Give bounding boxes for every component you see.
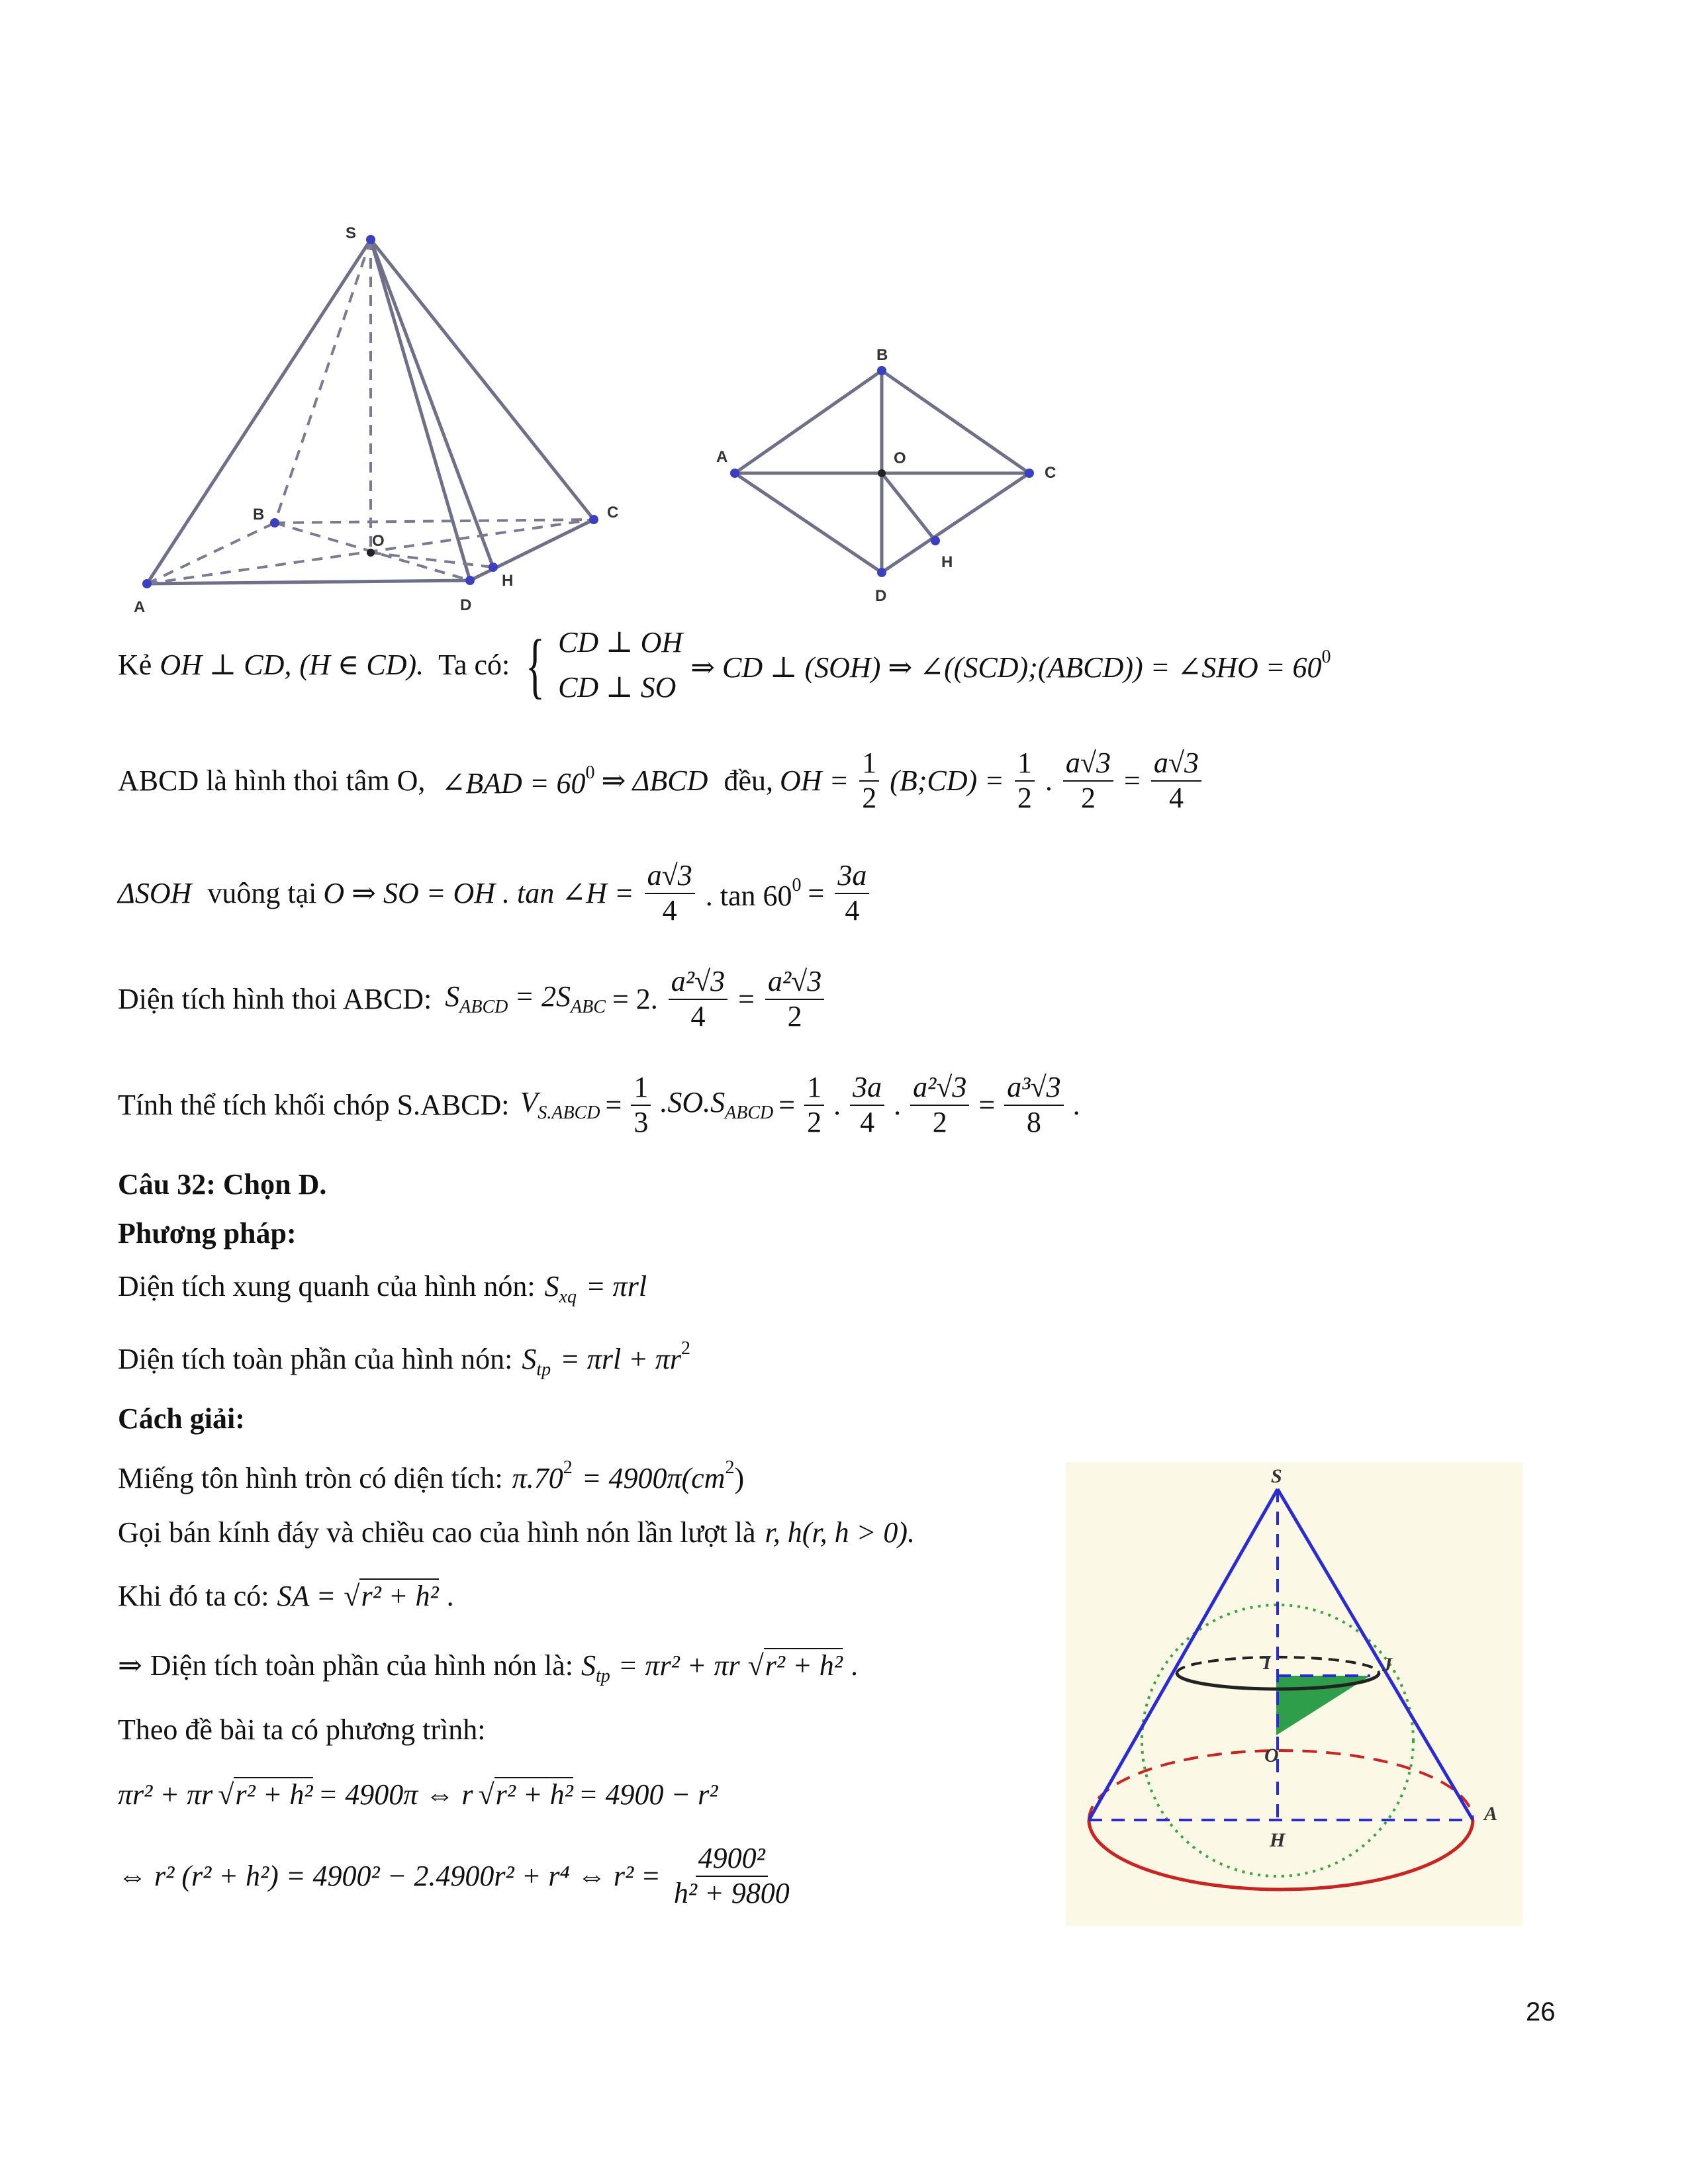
l5-f3-num: 3a xyxy=(850,1071,884,1106)
point-D xyxy=(465,576,475,585)
l2-dot: . xyxy=(1045,764,1053,797)
rhombus-figure xyxy=(708,344,1079,609)
l2-deg: 0 xyxy=(585,762,595,783)
l5-f4-num: a²√3 xyxy=(910,1071,969,1106)
m2-sq: 2 xyxy=(681,1338,691,1359)
line-4 xyxy=(118,960,828,1039)
r-point-D xyxy=(877,568,886,577)
s4-s-sub: tp xyxy=(595,1666,610,1686)
cone-label-S: S xyxy=(1271,1465,1282,1487)
r-point-A xyxy=(730,469,739,478)
s2-text: Gọi bán kính đáy và chiều cao của hình nón lần lượt là xyxy=(118,1516,756,1549)
l5-label: Tính thể tích khối chóp S.ABCD: xyxy=(118,1089,510,1121)
method-heading: Phương pháp: xyxy=(118,1217,297,1250)
l1-h-in-cd: (H ∈ CD). xyxy=(299,649,424,681)
s7-den: h² + 9800 xyxy=(673,1877,790,1909)
edge-OH xyxy=(371,553,493,567)
solution-line-2 xyxy=(118,1518,915,1547)
l5-dot2: . xyxy=(894,1089,902,1121)
l3-so: O ⇒ SO = OH . tan ∠H = xyxy=(323,877,634,909)
s1-sq2: 2 xyxy=(725,1457,735,1478)
s6-b: = 4900π ⇔ r xyxy=(318,1778,473,1811)
solution-heading: Cách giải: xyxy=(118,1402,245,1435)
l3-f1-den: 4 xyxy=(662,894,677,927)
l4-label: Diện tích hình thoi ABCD: xyxy=(118,983,432,1015)
line-3 xyxy=(118,854,873,933)
l2-oh: OH = xyxy=(779,764,849,797)
l5-end: . xyxy=(1072,1089,1080,1121)
s4-arrow: ⇒ xyxy=(118,1649,142,1682)
solution-line-3: Khi đó ta có: SA = √r² + h² . xyxy=(118,1580,454,1612)
label-S: S xyxy=(346,224,357,242)
side-CD xyxy=(882,473,1029,572)
pyramid-figure xyxy=(132,218,649,629)
edge-SB xyxy=(275,240,371,523)
l3-f2-den: 4 xyxy=(845,894,860,927)
point-A xyxy=(142,579,152,588)
solution-line-1 xyxy=(118,1459,744,1493)
l2-i-num: a√3 xyxy=(1151,747,1201,782)
l1-sys2: CD ⊥ SO xyxy=(558,671,677,704)
method-line-1 xyxy=(118,1272,647,1306)
l3-eq: = xyxy=(808,877,825,909)
point-C xyxy=(589,515,598,524)
label-B: B xyxy=(253,506,265,523)
edge-SH xyxy=(371,240,493,567)
r-label-O: O xyxy=(894,449,906,467)
s6-radicand-2: r² + h² xyxy=(495,1778,573,1811)
l2-rhombus: ABCD là hình thoi tâm O, xyxy=(118,764,426,797)
l5-f2-den: 2 xyxy=(807,1106,822,1138)
label-D: D xyxy=(460,596,472,614)
label-A: A xyxy=(134,598,146,616)
solution-line-6: πr² + πr √r² + h² = 4900π ⇔ r √r² + h² = 4900 − r² xyxy=(118,1778,718,1811)
l5-v-sub: S.ABCD xyxy=(538,1103,600,1123)
s4-end: . xyxy=(850,1649,858,1682)
l4-f1-num: a²√3 xyxy=(669,965,727,1000)
l3-vuong: vuông tại xyxy=(207,877,317,909)
seg-OH xyxy=(882,473,935,541)
l3-soh: ΔSOH xyxy=(118,877,192,909)
s3-text: Khi đó ta có: xyxy=(118,1580,269,1612)
edge-SC xyxy=(371,240,594,520)
l2-dist: (B;CD) = xyxy=(890,764,1004,797)
l5-f1-num: 1 xyxy=(631,1071,651,1106)
l2-h-num: a√3 xyxy=(1063,747,1113,782)
cone-label-H: H xyxy=(1270,1829,1286,1851)
l5-eq3: = xyxy=(978,1089,996,1121)
l3-f1-num: a√3 xyxy=(645,859,695,894)
solution-line-4: ⇒ Diện tích toàn phần của hình nón là: $S_{tp}$ = πr² + πr √r² + h² . xyxy=(118,1649,858,1686)
r-label-B: B xyxy=(876,346,888,364)
m1-s-sub: xq xyxy=(559,1287,577,1307)
s4-s: S xyxy=(581,1649,596,1682)
edge-BC xyxy=(275,520,594,523)
s1-pi70: π.70 xyxy=(512,1462,563,1494)
edge-AD xyxy=(147,580,470,584)
m2-formula: = πrl + πr xyxy=(560,1343,682,1375)
r-point-O xyxy=(878,469,886,477)
l5-f5-den: 8 xyxy=(1026,1106,1041,1138)
l4-f1-den: 4 xyxy=(690,1000,706,1032)
l1-deg: 0 xyxy=(1321,647,1331,667)
label-O: O xyxy=(372,532,385,550)
l4-f2-num: a²√3 xyxy=(765,965,824,1000)
cone-label-A: A xyxy=(1484,1803,1498,1825)
l2-h-den: 2 xyxy=(1080,782,1096,814)
l5-so-s-sub: ABCD xyxy=(725,1103,774,1123)
l4-eq: = xyxy=(738,983,755,1015)
l1-oh-cd: OH ⊥ CD, xyxy=(160,649,292,681)
m2-s-sub: tp xyxy=(536,1359,551,1380)
l4-s-sub: ABCD xyxy=(459,997,508,1017)
edge-SA xyxy=(147,240,371,584)
cone-figure xyxy=(1066,1463,1523,1926)
m1-s: S xyxy=(544,1270,559,1302)
point-H xyxy=(489,563,498,572)
l5-eq2: = xyxy=(778,1089,796,1121)
l2-bcd: ⇒ ΔBCD xyxy=(601,764,708,797)
l5-f2-num: 1 xyxy=(804,1071,824,1106)
cone-label-O: O xyxy=(1264,1745,1279,1766)
r-point-C xyxy=(1025,469,1034,478)
l2-deu: đều, xyxy=(724,764,773,797)
side-DA xyxy=(735,473,882,572)
s4-radicand: r² + h² xyxy=(765,1649,843,1682)
s6-c: = 4900 − r² xyxy=(578,1778,718,1811)
line-1 xyxy=(118,625,1331,705)
r-point-H xyxy=(931,536,940,545)
s1-close: ) xyxy=(734,1462,745,1494)
l4-s: S xyxy=(445,980,460,1013)
method-line-2 xyxy=(118,1340,690,1379)
l3-tan: . tan 60 xyxy=(705,880,792,912)
side-AB xyxy=(735,371,882,473)
s4-formula: = πr² + πr xyxy=(618,1649,740,1682)
l2-half-den: 2 xyxy=(862,782,877,814)
l4-2s-sub: ABC xyxy=(571,997,606,1017)
r-label-A: A xyxy=(716,448,728,466)
s7-a: ⇔ r² (r² + h²) = 4900² − 2.4900r² + r⁴ ⇔ r² = xyxy=(118,1860,661,1892)
l2-i-den: 4 xyxy=(1168,782,1184,814)
l2-g-num: 1 xyxy=(1015,747,1035,782)
l2-angle: ∠BAD = 60 xyxy=(441,767,586,799)
s7-num: 4900² xyxy=(696,1842,768,1877)
l1-implication: ⇒ CD ⊥ (SOH) ⇒ ∠((SCD);(ABCD)) = ∠SHO = 60 xyxy=(690,651,1322,684)
m2-label: Diện tích toàn phần của hình nón: xyxy=(118,1343,513,1375)
point-S xyxy=(366,235,375,244)
question-32-heading: Câu 32: Chọn D. xyxy=(118,1168,327,1201)
solution-line-5: Theo đề bài ta có phương trình: xyxy=(118,1713,486,1746)
r-point-B xyxy=(877,366,886,375)
l2-half-num: 1 xyxy=(859,747,879,782)
s3-sa: SA = xyxy=(277,1580,336,1612)
l1-system: { CD ⊥ OH CD ⊥ SO xyxy=(518,620,682,710)
s1-area: = 4900π(cm xyxy=(581,1462,726,1494)
r-label-D: D xyxy=(875,587,887,605)
r-label-H: H xyxy=(941,553,953,571)
page-number: 26 xyxy=(1526,1997,1556,2026)
l5-f3-den: 4 xyxy=(860,1106,875,1138)
l1-ke: Kẻ xyxy=(118,649,152,681)
l5-f1-den: 3 xyxy=(633,1106,649,1138)
s4-text: Diện tích toàn phần của hình nón là: xyxy=(150,1649,573,1682)
s3-end: . xyxy=(446,1580,454,1612)
cone-label-I: I xyxy=(1263,1652,1271,1674)
m2-s: S xyxy=(522,1343,537,1375)
r-label-C: C xyxy=(1045,464,1056,482)
s6-a: πr² + πr xyxy=(118,1778,213,1811)
l2-eq: = xyxy=(1124,764,1141,797)
l4-2dot: = 2. xyxy=(612,983,658,1015)
s3-radicand: r² + h² xyxy=(361,1580,439,1612)
l2-g-den: 2 xyxy=(1017,782,1032,814)
l1-ta-co: Ta có: xyxy=(438,649,510,681)
s6-radicand-1: r² + h² xyxy=(235,1778,313,1811)
l5-so-s: .SO.S xyxy=(660,1086,726,1118)
edge-SD xyxy=(371,240,470,580)
l3-deg: 0 xyxy=(792,875,802,895)
label-C: C xyxy=(607,504,619,522)
s1-label: Miếng tôn hình tròn có diện tích: xyxy=(118,1462,503,1494)
line-5 xyxy=(118,1066,1080,1145)
m1-label: Diện tích xung quanh của hình nón: xyxy=(118,1270,536,1302)
l5-f4-den: 2 xyxy=(932,1106,947,1138)
cone-label-J: J xyxy=(1382,1654,1392,1676)
l3-f2-num: 3a xyxy=(835,859,869,894)
label-H: H xyxy=(502,572,514,590)
l5-eq1: = xyxy=(605,1089,622,1121)
point-B xyxy=(270,518,279,527)
line-2 xyxy=(118,741,1205,821)
s1-sq: 2 xyxy=(563,1457,573,1478)
l1-sys1: CD ⊥ OH xyxy=(558,625,683,659)
l4-f2-den: 2 xyxy=(787,1000,802,1032)
m1-formula: = πrl xyxy=(585,1270,647,1302)
l4-2s: = 2S xyxy=(514,980,571,1013)
solution-line-7 xyxy=(118,1837,796,1916)
l5-dot1: . xyxy=(833,1089,841,1121)
l5-f5-num: a³√3 xyxy=(1004,1071,1063,1106)
s2-math: r, h(r, h > 0). xyxy=(765,1516,915,1549)
l5-v: V xyxy=(520,1086,538,1118)
edge-DC xyxy=(470,520,594,580)
